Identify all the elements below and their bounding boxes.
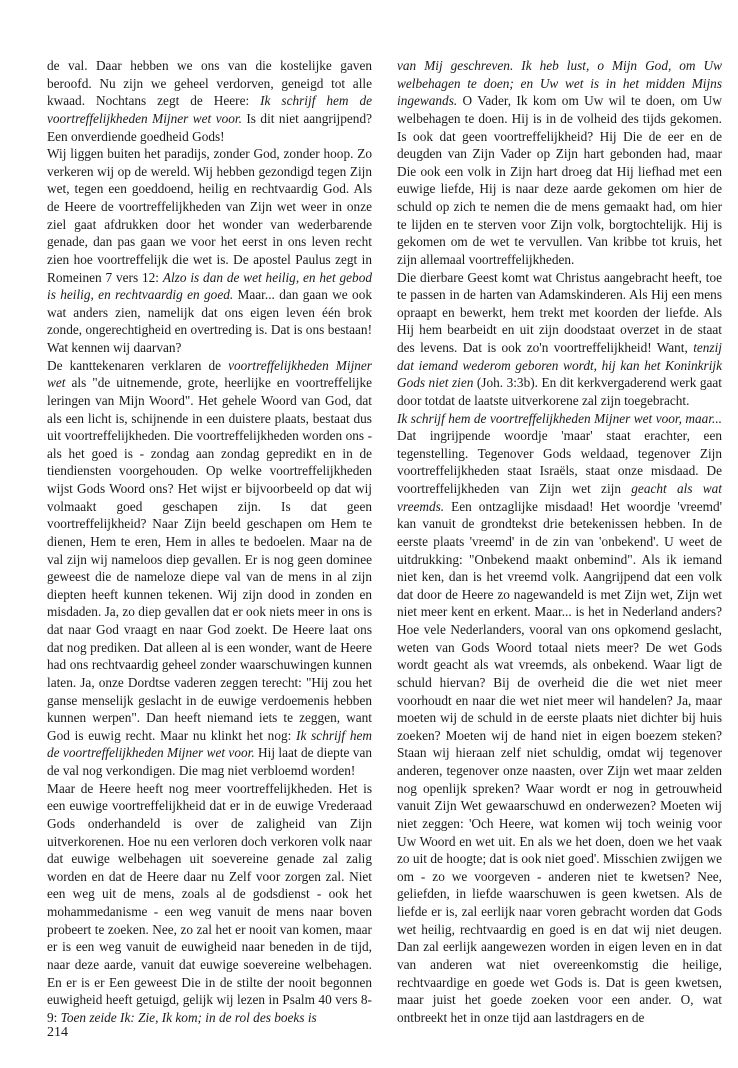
italic-quote: Ik schrijf hem de voortreffelijkheden Mijner wet voor. <box>47 727 372 761</box>
page-number: 214 <box>47 1025 68 1040</box>
italic-quote: van Mij geschreven. Ik heb lust, o Mijn God, om Uw welbehagen te doen; en Uw wet is in het midden Mijns ingewands. <box>397 58 722 109</box>
text-run: Maar... dan gaan we ook wat anders zien, namelijk dat ons eigen leven één brok zonde, ongerechtigheid en overtreding is. Dat is ons bestaan! Wat kennen wij daarvan? <box>47 287 372 355</box>
text-run: De kanttekenaren verklaren de <box>47 357 229 373</box>
italic-quote: tenzij dat iemand wederom geboren wordt, hij kan het Koninkrijk Gods niet zien <box>397 340 722 391</box>
text-run: (Joh. 3:3b). En dit kerkvergaderend werk gaat door totdat de laatste uitverkorene zal zijn toegebracht. <box>397 375 722 408</box>
text-run: Hij laat de diepte van de val nog verkondigen. Die mag niet verbloemd worden! <box>47 745 373 778</box>
italic-quote: Ik schrijf hem de voortreffelijkheden Mijner wet voor, maar... <box>397 410 722 426</box>
paragraph <box>47 357 372 780</box>
right-text-column <box>397 57 722 1026</box>
paragraph <box>397 57 722 269</box>
text-run: Is dit niet aangrijpend? Een onverdiende goedheid Gods! <box>47 110 372 144</box>
text-run: Wij liggen buiten het paradijs, zonder God, zonder hoop. Zo verkeren wij op de wereld. Wij hebben gezondigd tegen Zijn wet, tegen een goeddoend, heilig en rechtvaardig God. Als de Heere de voortreffelijkheden van Zijn wet weer in onze ziel gaat afdrukken door het wonder van wederbarende genade, dan pas gaan we voor het eerst in ons leven recht zien hoe voortreffelijk die wet is. De apostel Paulus zegt in Romeinen 7 vers 12: <box>47 146 372 285</box>
paragraph <box>47 57 372 145</box>
italic-quote: Toen zeide Ik: Zie, Ik kom; in de rol des boeks is <box>60 1009 317 1025</box>
text-run: O Vader, Ik kom om Uw wil te doen, om Uw welbehagen te doen. Hij is in de volheid des tijds gekomen. Is ook dat geen voortreffelijkheid? Hij Die de eer en de deugden van Zijn Vader op Zijn hart gebonden had, maar Die ook een volk in Zijn hart droeg dat Hij liefhad met een euwige liefde, Hij is naar deze aarde gekomen om hier de schuld op zich te nemen die de mens gemaakt had, om hier te lijden en te sterven voor Zijn volk, borgtochtelijk. Hij is gekomen om de wet te vervullen. Van kribbe tot kruis, het zijn allemaal voortreffelijkheden. <box>397 93 722 267</box>
text-run: de val. Daar hebben we ons van die kostelijke gaven beroofd. Nu zijn we geheel verdorven, geneigd tot alle kwaad. Nochtans zegt de Heere: <box>47 58 372 109</box>
text-run: als "de uitnemende, grote, heerlijke en voortreffelijke leringen van Mijn Woord". Het gehele Woord van God, dat als een licht is, schijnende in een duistere plaats, bestaat dus uit voortreffelijkheden. Die voortreffelijkheden worden ons - als het goed is - zondag aan zondag gepredikt en in de tiendiensten voorgehouden. Op welke voortreffelijkheden wijst Gods Woord ons? Het wijst er bijvoorbeeld op dat wij volmaakt goed geschapen zijn. Is dat geen voortreffelijkheid? Naar Zijn beeld geschapen om Hem te dienen, Hem te eren, Hem in alles te bedoelen. Maar na de val zijn wij nameloos diep gevallen. Er is nog geen dominee geweest die de nameloze diepe val van de mens in al zijn diepten heeft kunnen tekenen. Wij zijn dood in zonden en misdaden. Ja, zo diep gevallen dat er ook niets meer in ons is dat naar God vraagt en naar God zoekt. De Heere laat ons dat nog prediken. Dat alleen al is een wonder, want de Heere had ons rechtvaardig geheel zonder waarschuwingen kunnen laten. Ja, onze Dordtse vaderen zeggen terecht: "Hij zou het ganse menselijk geslacht in de euwige verdoemenis hebben kunnen werpen". Dan heeft niemand iets te zeggen, want God is euwig recht. Maar nu klinkt het nog: <box>47 375 372 743</box>
text-run: Een ontzaglijke misdaad! Het woordje 'vreemd' kan vanuit de grondtekst drie betekenissen hebben. In de eerste plaats 'vreemd' in de zin van 'onbekend'. U weet de uitdrukking: "Onbekend maakt onbemind". Als ik iemand niet ken, dan is het vreemd volk. Aangrijpend dat een volk dat door de Heere zo nagewandeld is met Zijn wet, Zijn wet niet meer kent en erkent. Maar... is het in Nederland anders? Hoe vele Nederlanders, vooral van ons opkomend geslacht, weten van Gods Woord totaal niets meer? De wet Gods wordt geacht als wat vreemds, als onbekend. Waar ligt de schuld hiervan? Bij de overheid die die wet niet meer voorhoudt en naar die wet niet meer wil handelen? Ja, maar moeten wij de schuld in de eerste plaats niet dichter bij huis zoeken? Moeten wij de hand niet in eigen boezem steken? Staan wij hieraan zelf niet schuldig, omdat wij tegenover anderen, tegenover onze naasten, over Zijn wet maar zelden nog openlijk spreken? Waar wordt er nog in getrouwheid vanuit Zijn Wet gewaarschuwd en onderwezen? Moeten wij niet zeggen: 'Och Heere, wat komen wij toch weinig voor Uw Woord en wet uit. En als we het doen, doen we het vaak zo uit de hoogte; dat is ook niet goed'. Misschien zwijgen we om - zo we voorgeven - anderen niet te kwetsen? Nee, geliefden, in liefde waarschuwen is geen kwetsen. Als de liefde er is, zal eerlijk naar voren gebracht worden dat Gods wet heilig, rechtvaardig en goed is en dat wij niet deugen. Dan zal eerlijk aangewezen worden in eigen leven en in dat van anderen wat niet overeenkomstig die heilige, rechtvaardige en goede wet Gods is. Dat is geen kwetsen, maar juist het goede zoeken voor een ander. O, wat ontbreekt het in onze tijd aan lastdragers en de <box>397 498 722 1025</box>
text-run: Dat ingrijpende woordje 'maar' staat erachter, een tegenstelling. Tegenover Gods weldaad, tegenover Zijn voortreffelijkheden staat Israëls, staat onze misdaad. De voortreffelijkheden van Zijn wet zijn <box>397 428 722 496</box>
italic-quote: Ik schrijf hem de voortreffelijkheden Mijner wet voor. <box>47 93 372 126</box>
left-text-column <box>47 57 372 1026</box>
paragraph <box>397 269 722 410</box>
paragraph <box>47 780 372 1027</box>
italic-quote: voortreffelijkheden Mijner wet <box>47 357 372 391</box>
paragraph <box>47 145 372 357</box>
text-run: Maar de Heere heeft nog meer voortreffelijkheden. Het is een euwige voortreffelijkheid dat er in de euwige Vrederaad Gods onderhandeld is over de zaligheid van Zijn uitverkorenen. Hoe nu een verloren doch verkoren volk naar dat euwige welbehagen uit soevereine genade zal zalig worden en dat de Heere daar nu Zelf voor zorgen zal. Niet een weg uit de mens, zoals al de godsdienst - ook het mohammedanisme - een weg vanuit de mens naar boven probeert te zoeken. Nee, zo zal het er nooit van komen, maar er is een weg vanuit de euwigheid naar beneden in de tijd, naar deze aarde, vanuit dat euwige soevereine welbehagen. En er is er Een geweest Die in de stilte der nooit begonnen euwigheid heeft getuigd, gelijk wij lezen in Psalm 40 vers 8-9: <box>47 780 372 1025</box>
text-run: Die dierbare Geest komt wat Christus aangebracht heeft, toe te passen in de harten van Adamskinderen. Als Hij een mens opraapt en bewerkt, hem trekt met koorden der liefde. Als Hij hem bearbeidt en uit zijn doodstaat overzet in de staat des levens. Dat is ook zo'n voortreffelijkheid! Want, <box>397 269 722 355</box>
italic-quote: geacht als wat vreemds. <box>397 481 723 514</box>
italic-quote: Alzo is dan de wet heilig, en het gebod is heilig, en rechtvaardig en goed. <box>47 269 372 303</box>
paragraph <box>397 410 722 1027</box>
